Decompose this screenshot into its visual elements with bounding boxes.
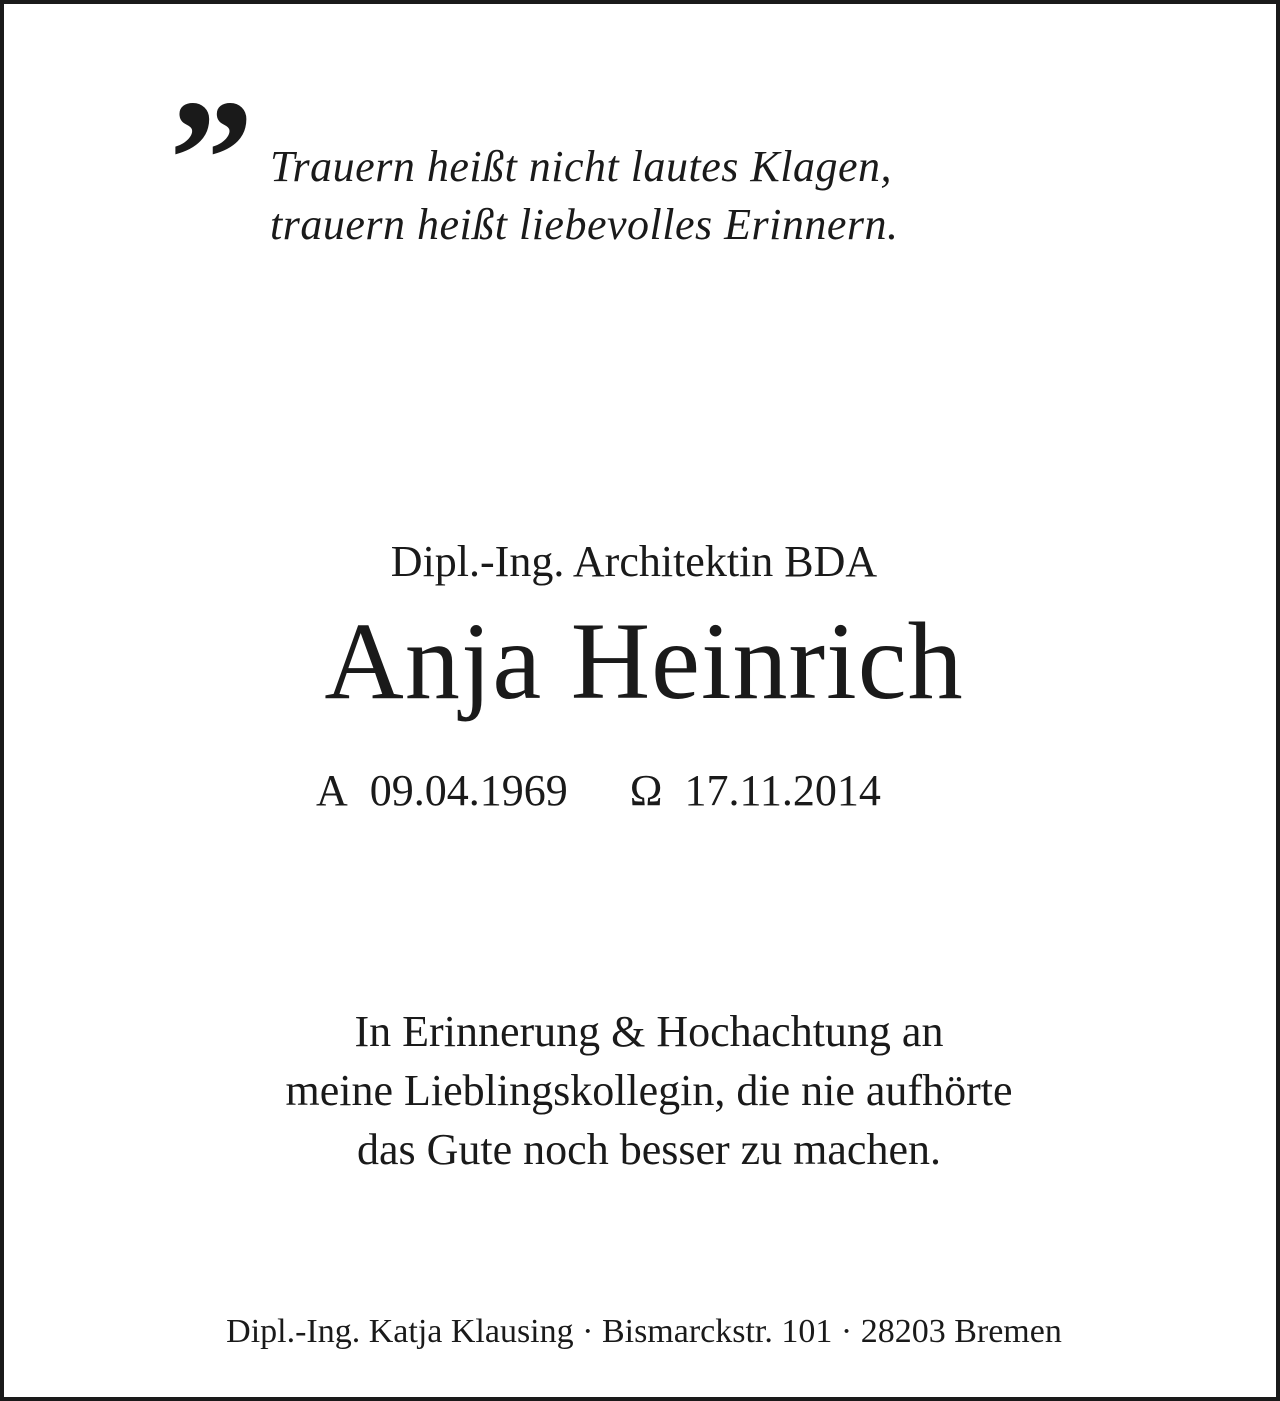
quote-line-1: Trauern heißt nicht lautes Klagen,	[270, 142, 892, 191]
quote	[270, 138, 899, 254]
life-dates	[316, 762, 881, 820]
memorial-message	[4, 1002, 1280, 1179]
death-symbol: Ω	[629, 766, 663, 815]
message-line-2: meine Lieblingskollegin, die nie aufhörte	[285, 1066, 1013, 1115]
person-name: Anja Heinrich	[324, 600, 964, 722]
message-line-1: In Erinnerung & Hochachtung an	[354, 1007, 944, 1056]
death-date: 17.11.2014	[684, 766, 881, 815]
birth-date: 09.04.1969	[369, 766, 568, 815]
message-line-3: das Gute noch besser zu machen.	[356, 1125, 941, 1174]
quotation-mark-icon: ”	[169, 65, 254, 253]
quote-line-2: trauern heißt liebevolles Erinnern.	[270, 200, 899, 249]
sender-address: Dipl.-Ing. Katja Klausing · Bismarckstr. 101 · 28203 Bremen	[226, 1313, 1062, 1350]
person-title: Dipl.-Ing. Architektin BDA	[390, 537, 878, 586]
birth-symbol: A	[316, 766, 348, 815]
